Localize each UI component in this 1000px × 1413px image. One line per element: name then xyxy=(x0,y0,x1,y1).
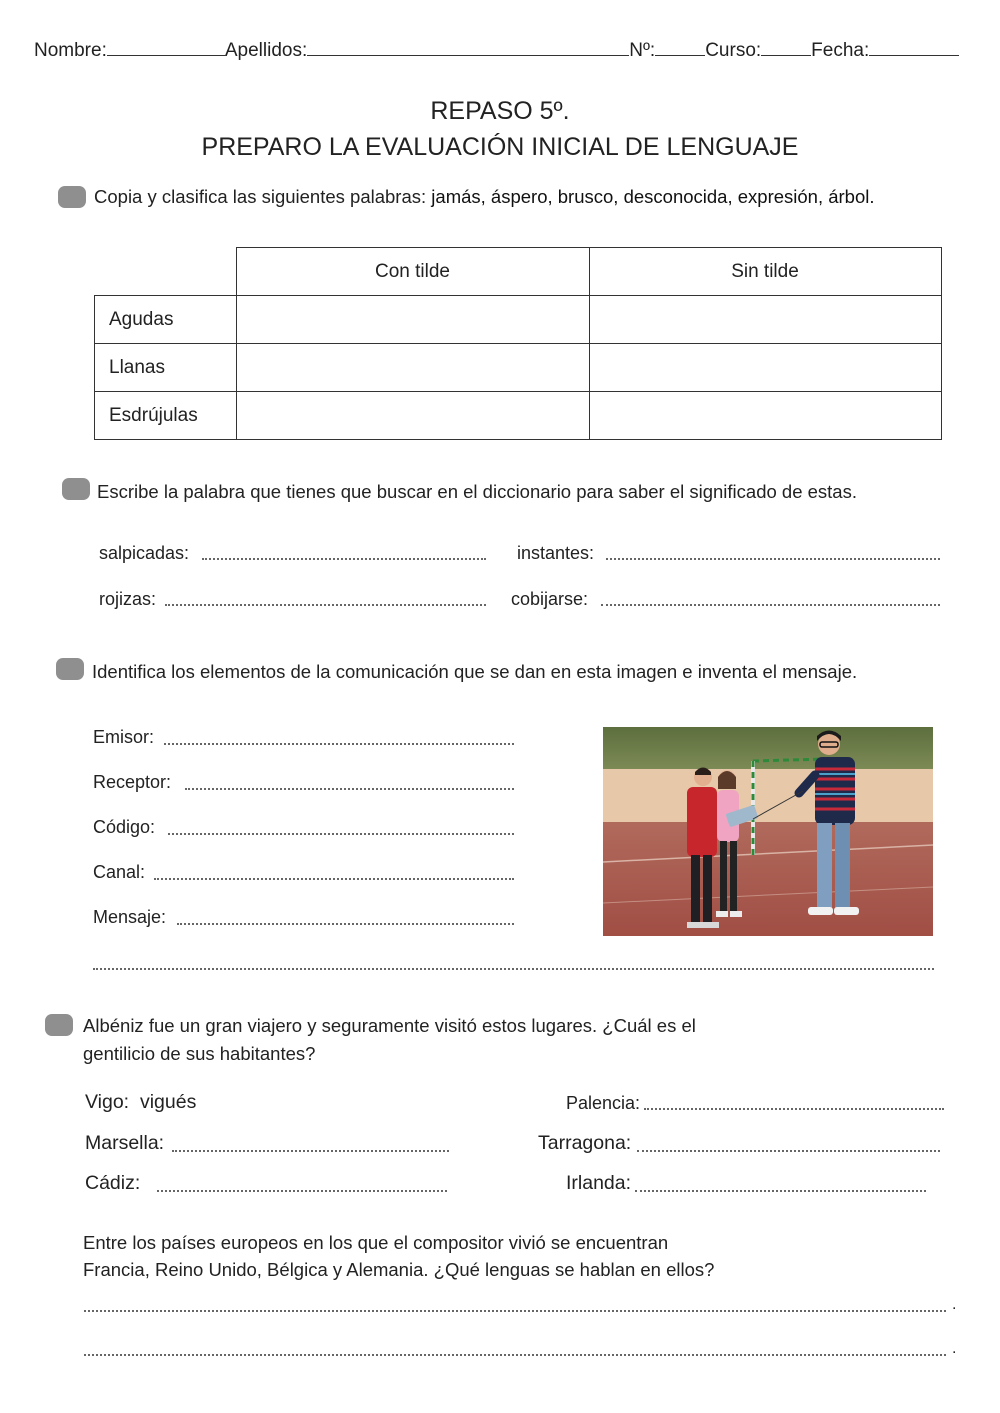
q4-answer-line[interactable] xyxy=(635,1190,926,1192)
numero-field[interactable] xyxy=(655,55,705,56)
apellidos-field[interactable] xyxy=(307,55,629,56)
q3-answer-line[interactable] xyxy=(185,788,514,790)
numero-label: Nº: xyxy=(629,40,656,61)
line-end-mark: . xyxy=(952,1340,957,1357)
q4-place-label xyxy=(85,1091,196,1114)
row-header: Agudas xyxy=(95,296,237,344)
q2-item-label: instantes: xyxy=(517,543,595,563)
classification-table xyxy=(94,247,942,440)
q3-answer-line[interactable] xyxy=(168,833,514,835)
communication-photo xyxy=(603,727,933,936)
q4-instruction-line1: Albéniz fue un gran viajero y seguramente visitó estos lugares. ¿Cuál es el xyxy=(83,1015,696,1036)
q3-extra-line[interactable] xyxy=(93,968,934,970)
example-place: Vigo: xyxy=(85,1091,130,1113)
photo-illustration xyxy=(603,727,933,936)
q4-answer-line[interactable] xyxy=(84,1310,946,1312)
q2-answer-line[interactable] xyxy=(606,558,940,560)
q3-field-label: Mensaje: xyxy=(93,907,167,927)
page-subtitle: PREPARO LA EVALUACIÓN INICIAL DE LENGUAJE xyxy=(201,133,799,161)
row-header: Llanas xyxy=(95,344,237,392)
question-bullet xyxy=(58,186,86,208)
q4-place-label: Irlanda: xyxy=(566,1172,632,1194)
nombre-label: Nombre: xyxy=(34,40,107,61)
q4-answer-line[interactable] xyxy=(157,1190,447,1192)
curso-label: Curso: xyxy=(705,40,762,61)
column-header: Sin tilde xyxy=(589,248,941,296)
q3-field-label: Emisor: xyxy=(93,727,155,747)
q3-field-label: Receptor: xyxy=(93,772,172,792)
line-end-mark: . xyxy=(952,1296,957,1313)
q4-place-label: Tarragona: xyxy=(538,1132,632,1154)
table-cell[interactable] xyxy=(589,344,941,392)
table-cell[interactable] xyxy=(236,296,589,344)
q1-instruction xyxy=(94,186,875,208)
question-bullet xyxy=(45,1014,73,1036)
table-cell[interactable] xyxy=(236,344,589,392)
q1-instruction-text: Copia y clasifica las siguientes palabras: xyxy=(94,186,427,207)
question-bullet xyxy=(56,658,84,680)
q4-paragraph-line1: Entre los países europeos en los que el compositor vivió se encuentran xyxy=(83,1232,669,1253)
q4-answer-line[interactable] xyxy=(644,1108,944,1110)
apellidos-label: Apellidos: xyxy=(224,40,308,61)
q3-field-label: Canal: xyxy=(93,862,146,882)
q4-place-label: Marsella: xyxy=(85,1132,165,1154)
q3-answer-line[interactable] xyxy=(177,923,514,925)
q2-answer-line[interactable] xyxy=(165,604,486,606)
example-answer: vigués xyxy=(139,1091,197,1113)
table-corner xyxy=(95,248,237,296)
column-header: Con tilde xyxy=(236,248,589,296)
curso-field[interactable] xyxy=(761,55,811,56)
q3-field-label: Código: xyxy=(93,817,156,837)
q3-answer-line[interactable] xyxy=(164,743,514,745)
table-cell[interactable] xyxy=(589,296,941,344)
q4-answer-line[interactable] xyxy=(637,1150,940,1152)
nombre-field[interactable] xyxy=(107,55,225,56)
q4-place-label: Palencia: xyxy=(566,1093,641,1113)
q4-instruction-line2: gentilicio de sus habitantes? xyxy=(83,1043,316,1064)
q2-item-label: cobijarse: xyxy=(511,589,589,609)
table-cell[interactable] xyxy=(589,392,941,440)
q2-answer-line[interactable] xyxy=(601,604,940,606)
q4-paragraph-line2: Francia, Reino Unido, Bélgica y Alemania. ¿Qué lenguas se hablan en ellos? xyxy=(83,1259,715,1280)
page-title: REPASO 5º. xyxy=(430,97,570,125)
q3-answer-line[interactable] xyxy=(154,878,514,880)
row-header: Esdrújulas xyxy=(95,392,237,440)
q2-item-label: salpicadas: xyxy=(99,543,190,563)
student-header xyxy=(34,40,959,62)
q2-item-label: rojizas: xyxy=(99,589,157,609)
q2-answer-line[interactable] xyxy=(202,558,486,560)
q4-place-label: Cádiz: xyxy=(85,1172,141,1194)
q2-instruction: Escribe la palabra que tienes que buscar en el diccionario para saber el significado de estas. xyxy=(97,481,857,502)
table-cell[interactable] xyxy=(236,392,589,440)
q4-answer-line[interactable] xyxy=(172,1150,449,1152)
fecha-field[interactable] xyxy=(869,55,959,56)
question-bullet xyxy=(62,478,90,500)
q3-instruction: Identifica los elementos de la comunicación que se dan en esta imagen e inventa el mensaje. xyxy=(92,661,858,682)
fecha-label: Fecha: xyxy=(811,40,870,61)
q4-answer-line[interactable] xyxy=(84,1354,946,1356)
q1-words: jamás, áspero, brusco, desconocida, expresión, árbol. xyxy=(431,186,875,207)
